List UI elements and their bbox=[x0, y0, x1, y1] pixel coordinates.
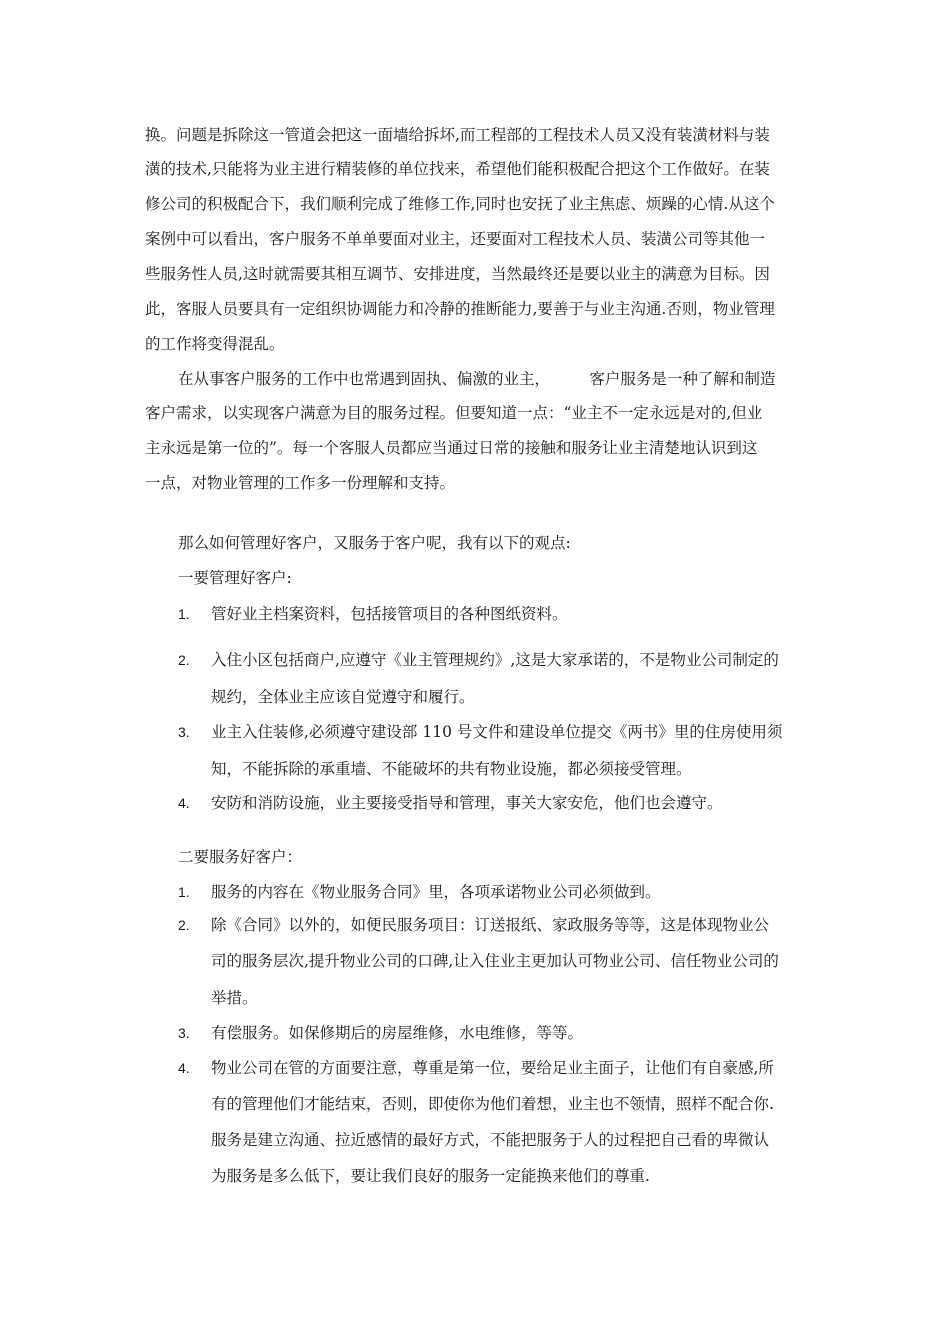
list-number: 3. bbox=[178, 724, 190, 740]
list-item-continuation: 知，不能拆除的承重墙、不能破坏的共有物业设施，都必须接受管理。 bbox=[211, 760, 692, 778]
intro-line: 那么如何管理好客户，又服务于客户呢，我有以下的观点: bbox=[178, 534, 571, 552]
paragraph-line: 案例中可以看出，客户服务不单单要面对业主，还要面对工程技术人员、装潢公司等其他一 bbox=[145, 230, 766, 248]
list-number: 3. bbox=[178, 1025, 190, 1041]
list-number: 2. bbox=[178, 917, 190, 933]
paragraph-line: 的工作将变得混乱。 bbox=[145, 335, 285, 353]
list-number: 1. bbox=[178, 606, 190, 622]
list-item-text: 入住小区包括商户,应遵守《业主管理规约》,这是大家承诺的，不是物业公司制定的 bbox=[211, 651, 779, 669]
paragraph-line: 主永远是第一位的”。每一个客服人员都应当通过日常的接触和服务让业主清楚地认识到这 bbox=[145, 439, 758, 457]
list-item-text: 管好业主档案资料，包括接管项目的各种图纸资料。 bbox=[211, 605, 568, 623]
list-item-continuation: 有的管理他们才能结束，否则，即使你为他们着想，业主也不领情，照样不配合你. bbox=[211, 1095, 774, 1113]
paragraph-line: 潢的技术,只能将为业主进行精装修的单位找来，希望他们能积极配合把这个工作做好。在装 bbox=[145, 160, 770, 178]
list-item-text: 服务的内容在《物业服务合同》里，各项承诺物业公司必须做到。 bbox=[211, 883, 661, 901]
list-number: 4. bbox=[178, 1060, 190, 1076]
list-item-continuation: 规约，全体业主应该自觉遵守和履行。 bbox=[211, 688, 475, 706]
section-2-heading: 二要服务好客户： bbox=[178, 848, 303, 866]
list-number: 2. bbox=[178, 652, 190, 668]
list-item-continuation: 为服务是多么低下，要让我们良好的服务一定能换来他们的尊重. bbox=[211, 1167, 650, 1185]
list-item-text: 安防和消防设施，业主要接受指导和管理，事关大家安危，他们也会遵守。 bbox=[211, 794, 723, 812]
list-item-continuation: 司的服务层次,提升物业公司的口碑,让入住业主更加认可物业公司、信任物业公司的 bbox=[211, 952, 779, 970]
list-item-text: 业主入住装修,必须遵守建设部 110 号文件和建设单位提交《两书》里的住房使用须 bbox=[211, 723, 783, 741]
paragraph-line: 换。问题是拆除这一管道会把这一面墙给拆坏,而工程部的工程技术人员又没有装潢材料与装 bbox=[145, 126, 770, 144]
paragraph-line: 此，客服人员要具有一定组织协调能力和冷静的推断能力,要善于与业主沟通.否则，物业管理 bbox=[145, 300, 775, 318]
paragraph-line: 修公司的积极配合下，我们顺利完成了维修工作,同时也安抚了业主焦虑、烦躁的心情.从这个 bbox=[145, 195, 775, 213]
paragraph-line: 一点，对物业管理的工作多一份理解和支持。 bbox=[145, 474, 456, 492]
list-item-continuation: 服务是建立沟通、拉近感情的最好方式，不能把服务于人的过程把自己看的卑微认 bbox=[211, 1131, 770, 1149]
section-1-heading: 一要管理好客户: bbox=[178, 569, 292, 587]
paragraph-line: 客户需求，以实现客户满意为目的服务过程。但要知道一点：“业主不一定永远是对的,但业 bbox=[145, 404, 763, 422]
list-number: 1. bbox=[178, 884, 190, 900]
list-number: 4. bbox=[178, 795, 190, 811]
list-item-text: 物业公司在管的方面要注意，尊重是第一位，要给足业主面子，让他们有自豪感,所 bbox=[211, 1059, 774, 1077]
list-item-text: 有偿服务。如保修期后的房屋维修，水电维修，等等。 bbox=[211, 1024, 584, 1042]
paragraph-line: 些服务性人员,这时就需要其相互调节、安排进度，当然最终还是要以业主的满意为目标。因 bbox=[145, 265, 770, 283]
list-item-continuation: 举措。 bbox=[211, 989, 258, 1007]
paragraph-line: 在从事客户服务的工作中也常遇到固执、偏激的业主， 客户服务是一种了解和制造 bbox=[178, 370, 776, 388]
list-item-text: 除《合同》以外的，如便民服务项目：订送报纸、家政服务等等，这是体现物业公 bbox=[211, 916, 770, 934]
